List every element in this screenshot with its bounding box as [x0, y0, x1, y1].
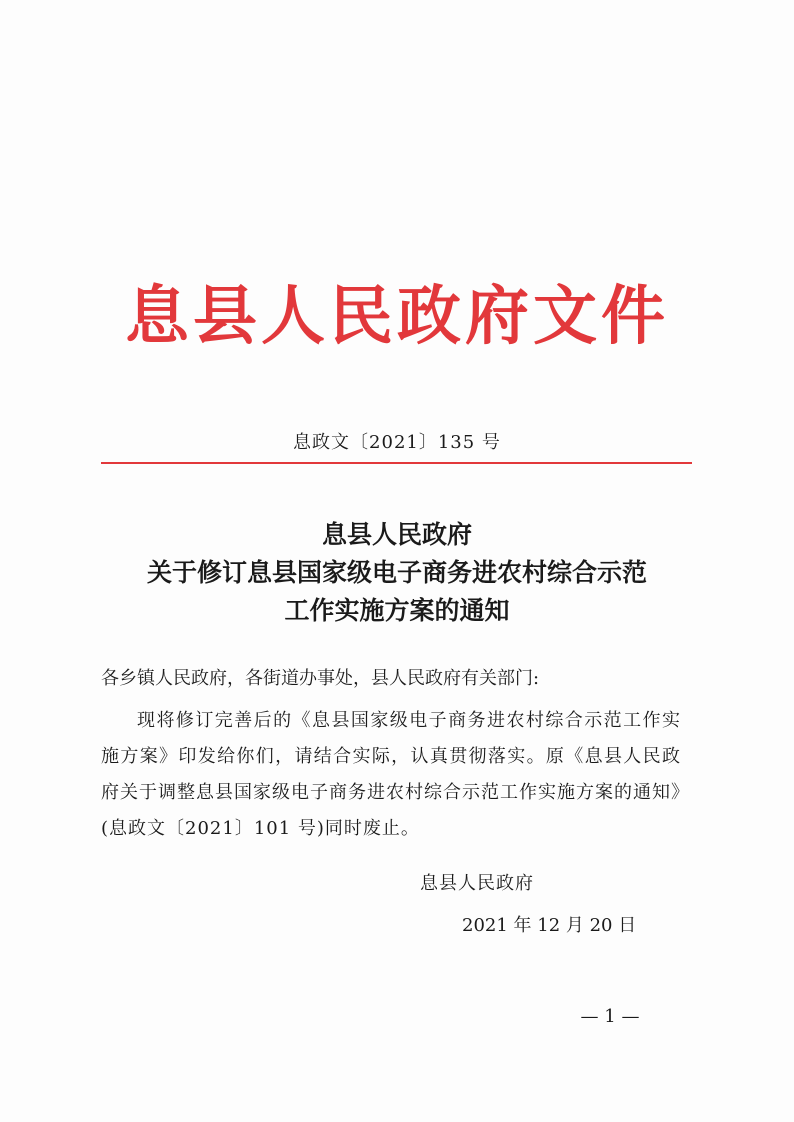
document-number: 息政文〔2021〕135 号: [293, 432, 501, 453]
notice-title-line-2: 关于修订息县国家级电子商务进农村综合示范: [146, 558, 647, 587]
document-header-title: 息县人民政府文件: [125, 280, 669, 354]
notice-title: [80, 516, 714, 630]
notice-title-line-1: 息县人民政府: [321, 520, 472, 549]
page-number: — 1 —: [580, 1006, 640, 1027]
salutation: 各乡镇人民政府，各街道办事处，县人民政府有关部门:: [101, 668, 540, 689]
issue-date: 2021 年 12 月 20 日: [462, 915, 637, 936]
notice-title-line-3: 工作实施方案的通知: [284, 596, 510, 625]
issuer-name: 息县人民政府: [420, 873, 534, 894]
body-paragraph: 现将修订完善后的《息县国家级电子商务进农村综合示范工作实施方案》印发给你们，请结合实际，认真贯彻落实。原《息县人民政府关于调整息县国家级电子商务进农村综合示范工作实施方案的通知》(息政文〔2021〕101 号)同时废止。: [101, 710, 681, 839]
red-divider-line: [101, 462, 692, 464]
